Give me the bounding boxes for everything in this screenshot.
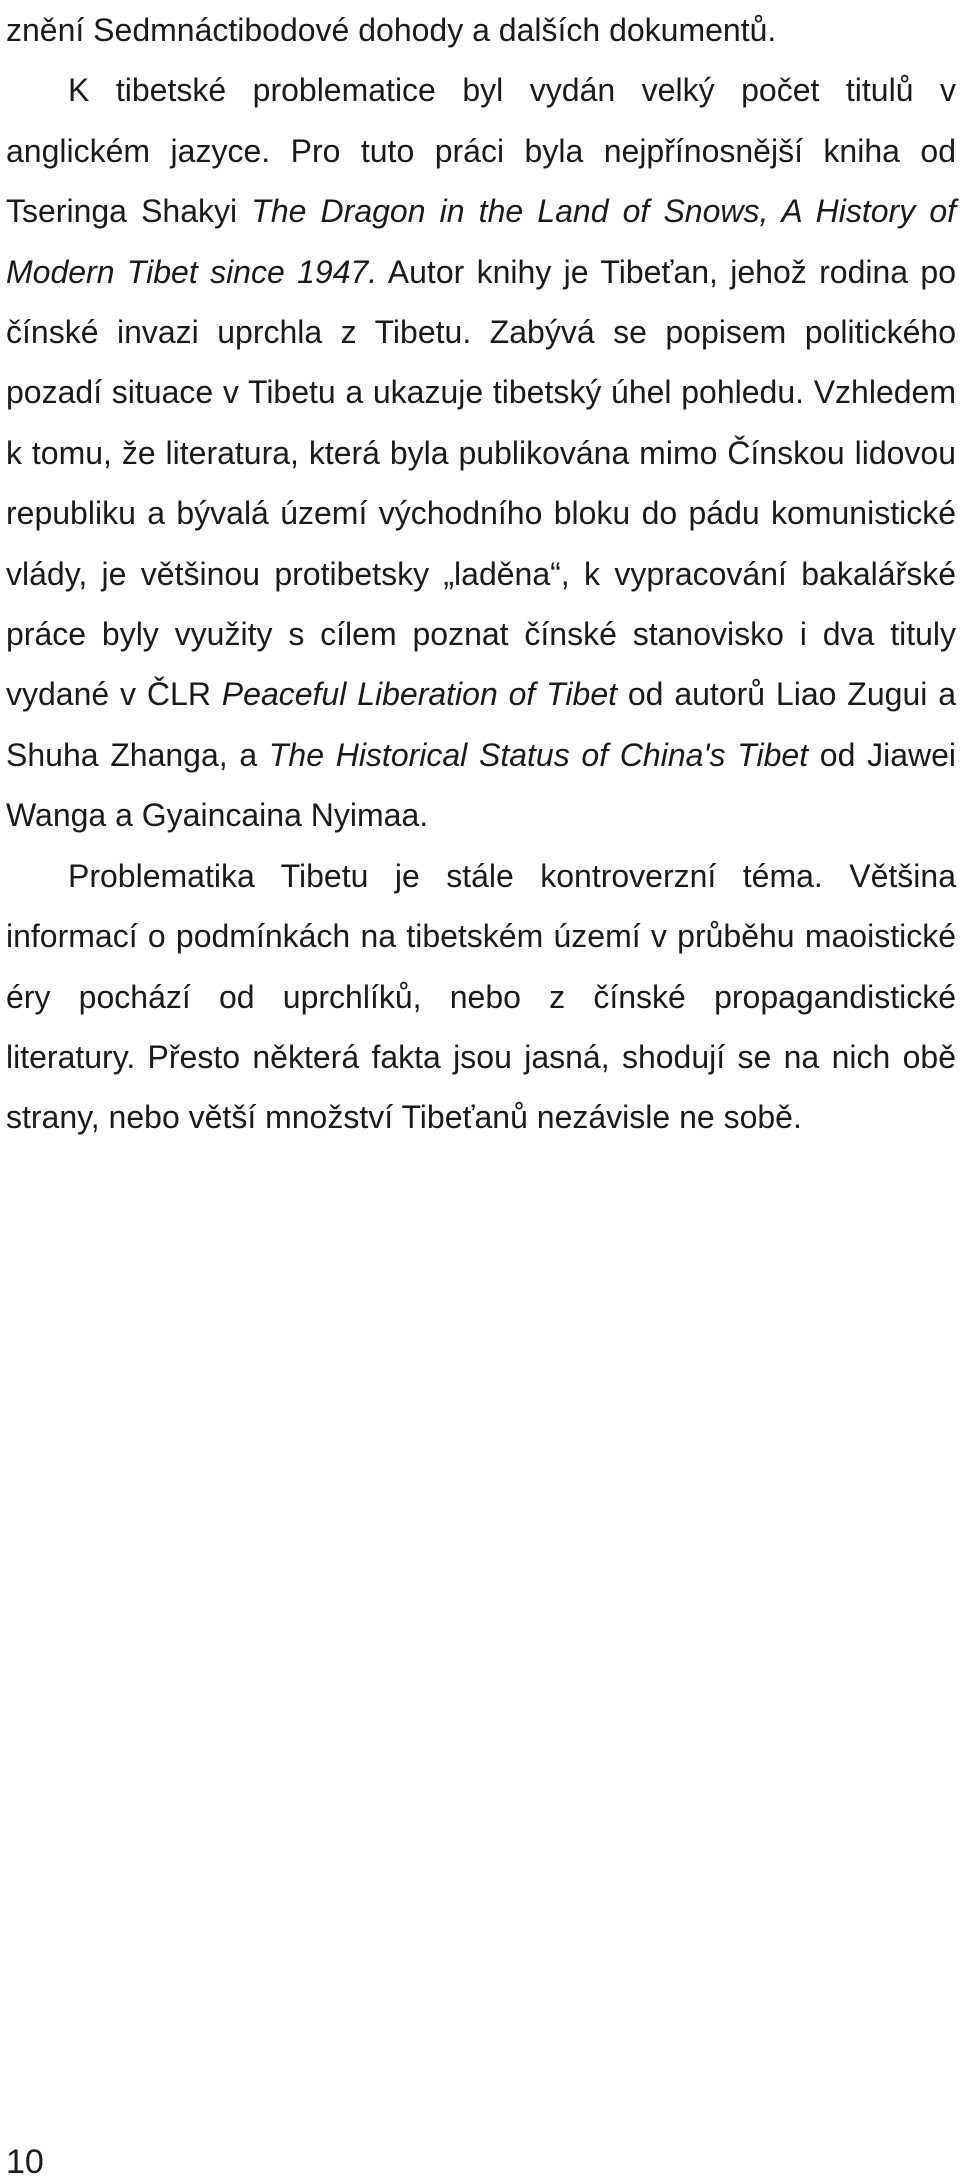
paragraph-controversy <box>6 846 956 1148</box>
paragraph-controversy-text: Problematika Tibetu je stále kontroverzní téma. Většina informací o podmínkách na tibetském území v průběhu maoistické éry pochází od uprchlíků, nebo z čínské propagandistické literatury. Přesto některá fakta jsou jasná, shodují se na nich obě strany, nebo větší množství Tibeťanů nezávisle ne sobě. <box>6 857 956 1136</box>
book-title-historical-status: The Historical Status of China's Tibet <box>268 736 809 773</box>
paragraph-literature-text-3: od autorů Liao Zugui a Shuha Zhanga, a <box>6 676 957 773</box>
page-number: 10 <box>6 2143 44 2181</box>
book-title-dragon: The Dragon in the Land of Snows, A History of Modern Tibet since 1947. <box>6 193 957 290</box>
paragraph-literature-text-1: K tibetské problematice byl vydán velký počet titulů v anglickém jazyce. Pro tuto práci byla nejpřínosnější kniha od Tseringa Shakyi <box>6 72 956 230</box>
document-body <box>6 0 956 1148</box>
paragraph-literature-text-2: Autor knihy je Tibeťan, jehož rodina po čínské invazi uprchla z Tibetu. Zabývá se popisem politického pozadí situace v Tibetu a ukazuje tibetský úhel pohledu. Vzhledem k tomu, že literatura, která byla publikována mimo Čínskou lidovou republiku a bývalá území východního bloku do pádu komunistické vlády, je většinou protibetsky „laděna“, k vypracování bakalářské práce byly využity s cílem poznat čínské stanovisko i dva tituly vydané v ČLR <box>6 253 957 713</box>
paragraph-continuation: znění Sedmnáctibodové dohody a dalších dokumentů. <box>6 12 777 48</box>
paragraph-literature <box>6 60 956 845</box>
paragraph-literature-text-4: od Jiawei Wanga a Gyaincaina Nyimaa. <box>6 736 956 834</box>
book-title-peaceful-liberation: Peaceful Liberation of Tibet <box>221 676 618 713</box>
